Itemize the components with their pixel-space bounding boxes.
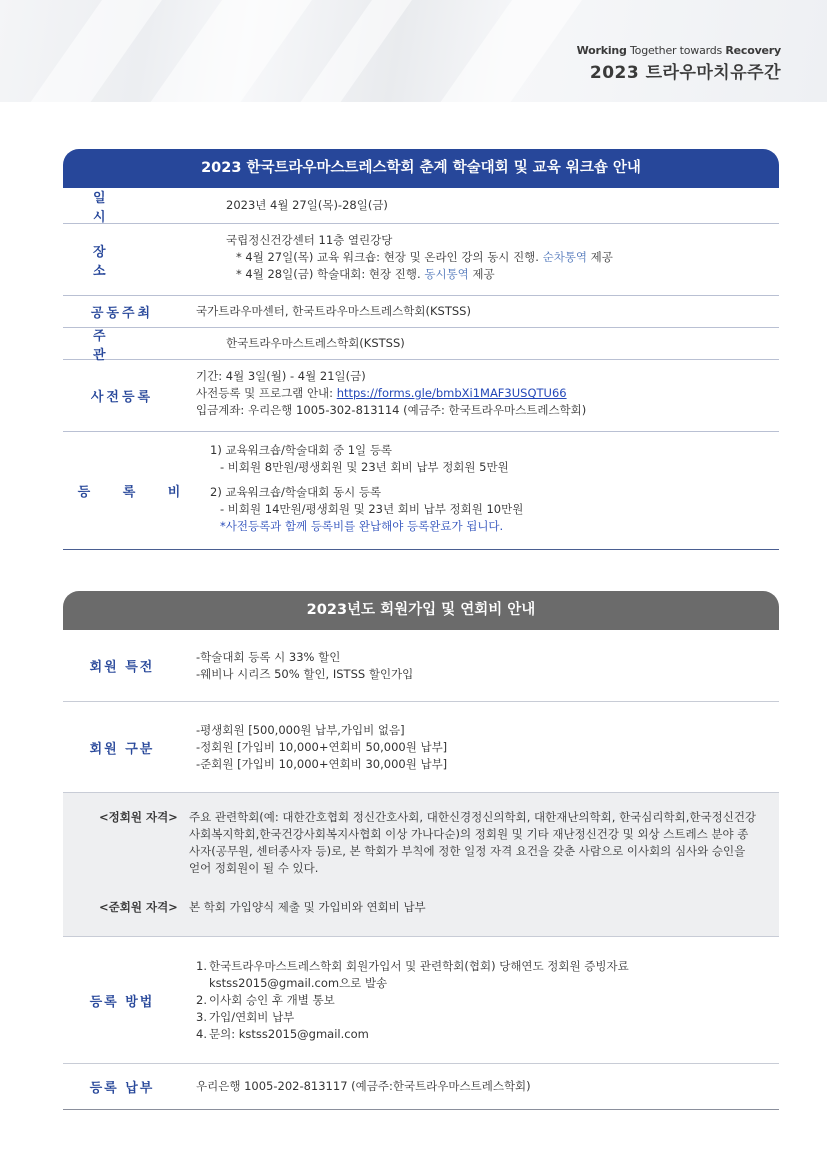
- date-row: [63, 188, 779, 224]
- method-content: [181, 937, 779, 1063]
- method-step: 3. 가입/연회비 납부: [196, 1009, 295, 1024]
- event-section: [63, 149, 779, 550]
- method-row: [63, 937, 779, 1064]
- method-step: 1. 한국트라우마스트레스학회 회원가입서 및 관련학회(협회) 당해연도 정회원 증빙자료 kstss2015@gmail.com으로 발송: [196, 958, 629, 990]
- method-step: 4. 문의: kstss2015@gmail.com: [196, 1026, 369, 1041]
- regular-qualification-label: <정회원 자격>: [99, 810, 178, 824]
- fee-option-1-detail: - 비회원 8만원/평생회원 및 23년 회비 납부 정회원 5만원: [220, 460, 509, 474]
- member-type-2: -정회원 [가입비 10,000+연회비 50,000원 납부]: [196, 739, 448, 754]
- prereg-content: [181, 360, 779, 431]
- associate-qualification-label: <준회원 자격>: [99, 900, 178, 914]
- organizer-row: [63, 328, 779, 363]
- benefit-2: -웨비나 시리즈 50% 할인, ISTSS 할인가입: [196, 666, 414, 681]
- prereg-row: [63, 360, 779, 432]
- benefit-label: 회원 특전: [89, 660, 155, 675]
- benefit-row: [63, 630, 779, 702]
- method-step: 2. 이사회 승인 후 개별 통보: [196, 992, 335, 1007]
- payment-row: [63, 1064, 779, 1110]
- prereg-link[interactable]: https://forms.gle/bmbXi1MAF3USQTU66: [336, 386, 567, 400]
- member-type-content: [181, 702, 779, 792]
- event-title: 2023 한국트라우마스트레스학회 춘계 학술대회 및 교육 워크숍 안내: [63, 149, 779, 188]
- cohost-value: 국가트라우마센터, 한국트라우마스트레스학회(KSTSS): [196, 304, 471, 318]
- method-list: [196, 958, 779, 1043]
- member-type-label: 회원 구분: [89, 741, 155, 757]
- brand-logo: [577, 44, 781, 83]
- benefit-content: [181, 630, 779, 701]
- organizer-value: 한국트라우마스트레스학회(KSTSS): [226, 336, 405, 350]
- cohost-label: 공동주최: [90, 306, 154, 321]
- membership-title: 2023년도 회원가입 및 연회비 안내: [63, 591, 779, 630]
- payment-label: 등록 납부: [89, 1081, 155, 1096]
- brand-tagline: Working Together towards Recovery: [576, 44, 781, 57]
- member-type-3: -준회원 [가입비 10,000+연회비 30,000원 납부]: [196, 756, 448, 771]
- regular-qualification: [63, 809, 779, 877]
- prereg-period: 기간: 4월 3일(월) - 4월 21일(금): [196, 369, 366, 383]
- venue-line-2: * 4월 28일(금) 학술대회: 현장 진행. 동시통역 제공: [236, 267, 495, 281]
- header-banner: [0, 0, 827, 102]
- cohost-row: [63, 296, 779, 328]
- prereg-account: 입금계좌: 우리은행 1005-302-813114 (예금주: 한국트라우마스트레스학회): [196, 403, 587, 417]
- venue-row: [63, 224, 779, 296]
- organizer-label: 주 관: [93, 328, 136, 363]
- venue-line-1: * 4월 27일(목) 교육 워크숍: 현장 및 온라인 강의 동시 진행. 순차통역 제공: [236, 250, 613, 264]
- brand-name: 2023 트라우마치유주간: [589, 63, 781, 83]
- prereg-label: 사전등록: [90, 390, 154, 405]
- associate-qualification-text: 본 학회 가입양식 제출 및 가입비와 연회비 납부: [189, 900, 426, 914]
- date-value: 2023년 4월 27일(목)-28일(금): [226, 198, 388, 212]
- fee-notice: *사전등록과 함께 등록비를 완납해야 등록완료가 됩니다.: [220, 519, 504, 533]
- associate-qualification: [63, 899, 779, 916]
- member-type-1: -평생회원 [500,000원 납부,가입비 없음]: [196, 722, 405, 737]
- venue-label: 장 소: [93, 244, 136, 279]
- member-type-row: [63, 702, 779, 793]
- fee-content: [195, 432, 779, 549]
- fee-option-2-detail: - 비회원 14만원/평생회원 및 23년 회비 납부 정회원 10만원: [220, 502, 524, 516]
- prereg-info: 사전등록 및 프로그램 안내: https://forms.gle/bmbXi1MAF3USQTU66: [196, 386, 567, 400]
- fee-row: [63, 432, 779, 550]
- membership-section: [63, 591, 779, 1110]
- fee-option-2: 2) 교육워크숍/학술대회 동시 등록: [210, 485, 382, 499]
- qualification-block: [63, 793, 779, 937]
- fee-option-1: 1) 교육워크숍/학술대회 중 1일 등록: [210, 443, 393, 457]
- regular-qualification-text: 주요 관련학회(예: 대한간호협회 정신간호사회, 대한신경정신의학회, 대한재난의학회, 한국심리학회,한국정신건강사회복지학회,한국건강사회복지사협회 이상 가나다순)의 정회원 및 기타 재난정신건강 및 외상 스트레스 분야 종사자(공무원, 센터종사자 등)로, 본 학회가 부칙에 정한 일정 자격 요건을 갖춘 사람으로 이사회의 심사와 승인을 얻어 정회원이 될 수 있다.: [189, 810, 757, 875]
- venue-main: 국립정신건강센터 11층 열린강당: [226, 233, 393, 247]
- payment-value: 우리은행 1005-202-813117 (예금주:한국트라우마스트레스학회): [196, 1079, 531, 1093]
- benefit-1: -학술대회 등록 시 33% 할인: [196, 649, 341, 664]
- method-label: 등록 방법: [89, 994, 155, 1010]
- date-label: 일 시: [93, 190, 136, 225]
- venue-content: [211, 224, 779, 295]
- fee-label: 등 록 비: [77, 485, 195, 500]
